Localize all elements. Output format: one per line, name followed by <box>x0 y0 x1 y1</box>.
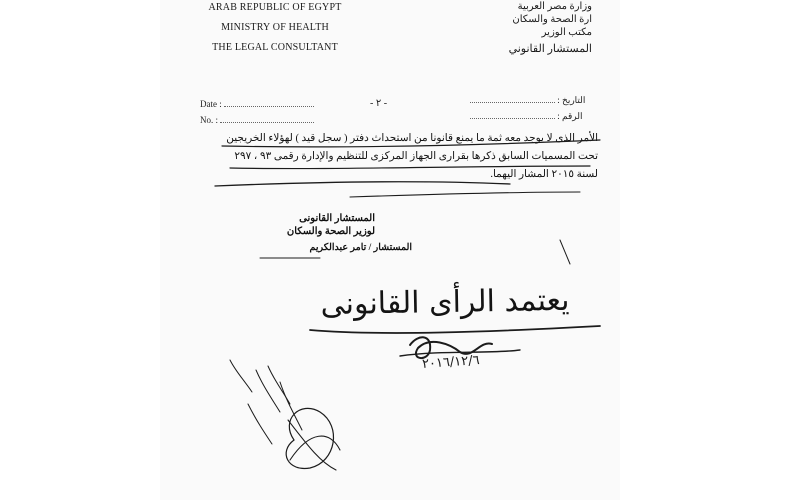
ministry-name-ar: ارة الصحة والسكان <box>512 14 592 25</box>
initial-loop <box>288 420 336 470</box>
marginal-note-stroke <box>280 382 302 430</box>
handwritten-ink-marks <box>160 0 620 500</box>
country-name-en: ARAB REPUBLIC OF EGYPT <box>208 2 342 13</box>
signature-scribble <box>410 337 492 358</box>
office-title-ar: المستشار القانوني <box>508 43 592 55</box>
number-label-ar: : الرقم <box>557 111 583 121</box>
underline-stroke <box>350 192 580 197</box>
signature-title-line1: المستشار القانونى <box>299 213 375 224</box>
initial-loop <box>290 436 340 460</box>
body-paragraph: الأمر الذى لا يوجد معه ثمة ما يمنع قانونا من استحداث دفتر ( سجل قيد ) لهؤلاء الخريجين تحت المسميات السابق ذكرها بقرارى الجهاز المركزى للتنظيم والإدارة رقمى ٩٣ ، ٢٩٧ لسنة ٢٠١٥ المشار اليهما. <box>226 133 598 180</box>
marginal-note-stroke <box>230 360 252 392</box>
handwritten-date: ٢٠١٦/١٢/٦ <box>421 353 481 372</box>
marginal-note-stroke <box>256 370 280 412</box>
handwritten-approval-note: يعتمد الرأى القانونى <box>320 282 570 323</box>
number-label-en: No. : <box>200 115 218 125</box>
underline-stroke <box>230 166 590 169</box>
date-label-ar: : التاريخ <box>557 95 586 105</box>
underline-stroke <box>222 140 600 147</box>
page-number: - ٢ - <box>370 98 388 109</box>
office-name-ar: مكتب الوزير <box>541 27 592 38</box>
initial-loop <box>286 408 333 468</box>
signature-title-line2: لوزير الصحة والسكان <box>286 226 375 237</box>
date-label-en: Date : <box>200 99 222 109</box>
marginal-note-stroke <box>248 404 272 444</box>
ministry-name-en: MINISTRY OF HEALTH <box>221 22 329 33</box>
signature-name: المستشار / تامر عبدالكريم <box>309 243 412 253</box>
approval-underline <box>310 326 600 333</box>
underline-stroke <box>215 182 510 186</box>
country-name-ar: وزارة مصر العربية <box>517 1 592 12</box>
corner-stroke <box>560 240 570 264</box>
office-name-en: THE LEGAL CONSULTANT <box>212 42 338 53</box>
document-page <box>160 0 620 500</box>
